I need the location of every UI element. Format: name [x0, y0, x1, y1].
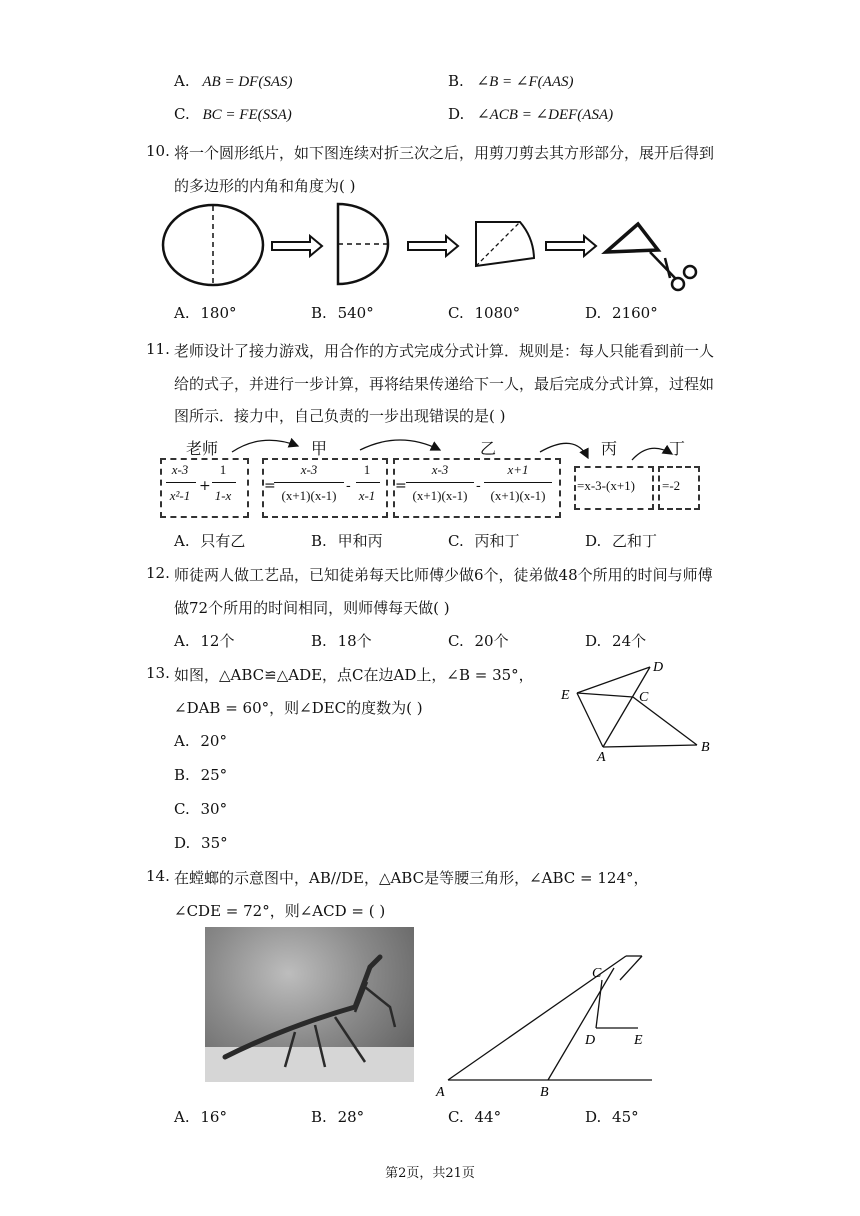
expression: =x-3-(x+1): [577, 478, 635, 493]
page-footer: 第2页，共21页: [385, 1166, 475, 1181]
fraction-denominator: (x+1)(x-1): [412, 488, 468, 503]
fraction-denominator: 1-x: [214, 488, 232, 503]
q13-number: 13.: [146, 664, 170, 682]
fraction-numerator: x-3: [431, 462, 449, 477]
expression: =-2: [662, 478, 681, 493]
option-label: C.: [174, 105, 190, 123]
q10-line2: 的多边形的内角和角度为( ): [174, 177, 356, 195]
q14-option-c: C. 44°: [448, 1108, 502, 1126]
point-label-d: D: [653, 660, 664, 675]
q12-number: 12.: [146, 564, 170, 582]
q14-number: 14.: [146, 867, 170, 885]
q13-option-a: A. 20°: [174, 732, 227, 750]
relay-bing: 丙: [601, 439, 618, 458]
fraction-denominator: x-1: [358, 488, 376, 503]
option-text: AB = DF(SAS): [202, 74, 293, 90]
q11-line1: 老师设计了接力游戏，用合作的方式完成分式计算．规则是：每人只能看到前一人: [174, 342, 715, 360]
q11-number: 11.: [146, 340, 170, 358]
fraction-denominator: (x+1)(x-1): [490, 488, 546, 503]
option-label: B.: [448, 72, 464, 90]
q12-line1: 师徒两人做工艺品，已知徒弟每天比师傅少做6个，徒弟做48个所用的时间与师傅: [174, 566, 713, 584]
q14-mantis-diagram: [430, 950, 660, 1100]
fraction-numerator: x+1: [507, 462, 529, 477]
point-label-a: A: [436, 1085, 445, 1100]
operator: -: [476, 478, 481, 494]
q12-option-a: A. 12个: [174, 632, 235, 650]
q10-number: 10.: [146, 142, 170, 160]
operator: +: [199, 478, 211, 494]
point-label-a: A: [597, 750, 606, 765]
equals-sign: =: [264, 478, 276, 494]
q11-line2: 给的式子，并进行一步计算，再将结果传递给下一人，最后完成分式计算，过程如: [174, 375, 715, 393]
q13-line2: ∠DAB = 60°，则∠DEC的度数为( ): [174, 699, 423, 717]
relay-ding: 丁: [669, 439, 686, 458]
q10-option-d: D. 2160°: [585, 304, 658, 322]
q14-line1: 在螳螂的示意图中，AB//DE，△ABC是等腰三角形，∠ABC = 124°，: [174, 869, 649, 887]
relay-yi: 乙: [480, 439, 497, 458]
q10-option-b: B. 540°: [311, 304, 374, 322]
point-label-d: D: [585, 1033, 596, 1048]
q12-option-b: B. 18个: [311, 632, 372, 650]
q10-option-c: C. 1080°: [448, 304, 521, 322]
q11-option-b: B. 甲和丙: [311, 532, 383, 550]
option-text: ∠B = ∠F(AAS): [476, 74, 574, 90]
fraction-numerator: x-3: [171, 462, 189, 477]
fraction-numerator: 1: [363, 462, 371, 477]
fraction-denominator: x²-1: [169, 488, 191, 503]
q11-option-a: A. 只有乙: [174, 532, 246, 550]
relay-teacher: 老师: [186, 439, 219, 458]
equals-sign: =: [395, 478, 407, 494]
q13-option-c: C. 30°: [174, 800, 228, 818]
relay-arrows: [0, 0, 860, 470]
q12-line2: 做72个所用的时间相同，则师傅每天做( ): [174, 599, 450, 617]
fraction-denominator: (x+1)(x-1): [281, 488, 337, 503]
point-label-c: C: [639, 690, 649, 705]
q11-line3: 图所示．接力中，自己负责的一步出现错误的是( ): [174, 407, 506, 425]
q12-option-c: C. 20个: [448, 632, 509, 650]
point-label-e: E: [634, 1033, 643, 1048]
option-text: ∠ACB = ∠DEF(ASA): [477, 107, 614, 123]
operator: -: [346, 478, 351, 494]
q10-option-a: A. 180°: [174, 304, 237, 322]
option-label: D.: [448, 105, 465, 123]
q14-option-d: D. 45°: [585, 1108, 639, 1126]
point-label-c: C: [592, 966, 602, 981]
option-text: BC = FE(SSA): [202, 107, 292, 123]
point-label-e: E: [561, 688, 570, 703]
q11-option-c: C. 丙和丁: [448, 532, 520, 550]
q11-option-d: D. 乙和丁: [585, 532, 658, 550]
q12-option-d: D. 24个: [585, 632, 647, 650]
relay-jia: 甲: [311, 439, 328, 458]
q10-line1: 将一个圆形纸片，如下图连续对折三次之后，用剪刀剪去其方形部分，展开后得到: [174, 144, 715, 162]
q13-option-b: B. 25°: [174, 766, 228, 784]
mantis-photo: [205, 927, 414, 1082]
q14-option-a: A. 16°: [174, 1108, 227, 1126]
point-label-b: B: [701, 740, 710, 755]
fraction-numerator: x-3: [300, 462, 318, 477]
q14-option-b: B. 28°: [311, 1108, 365, 1126]
option-label: A.: [174, 72, 190, 90]
q13-line1: 如图，△ABC≌△ADE，点C在边AD上，∠B = 35°，: [174, 666, 534, 684]
q14-line2: ∠CDE = 72°，则∠ACD = ( ): [174, 902, 386, 920]
q13-triangle-diagram: [555, 655, 725, 770]
mantis-icon: [205, 927, 414, 1082]
q13-option-d: D. 35°: [174, 834, 228, 852]
point-label-b: B: [540, 1085, 549, 1100]
fraction-numerator: 1: [219, 462, 227, 477]
